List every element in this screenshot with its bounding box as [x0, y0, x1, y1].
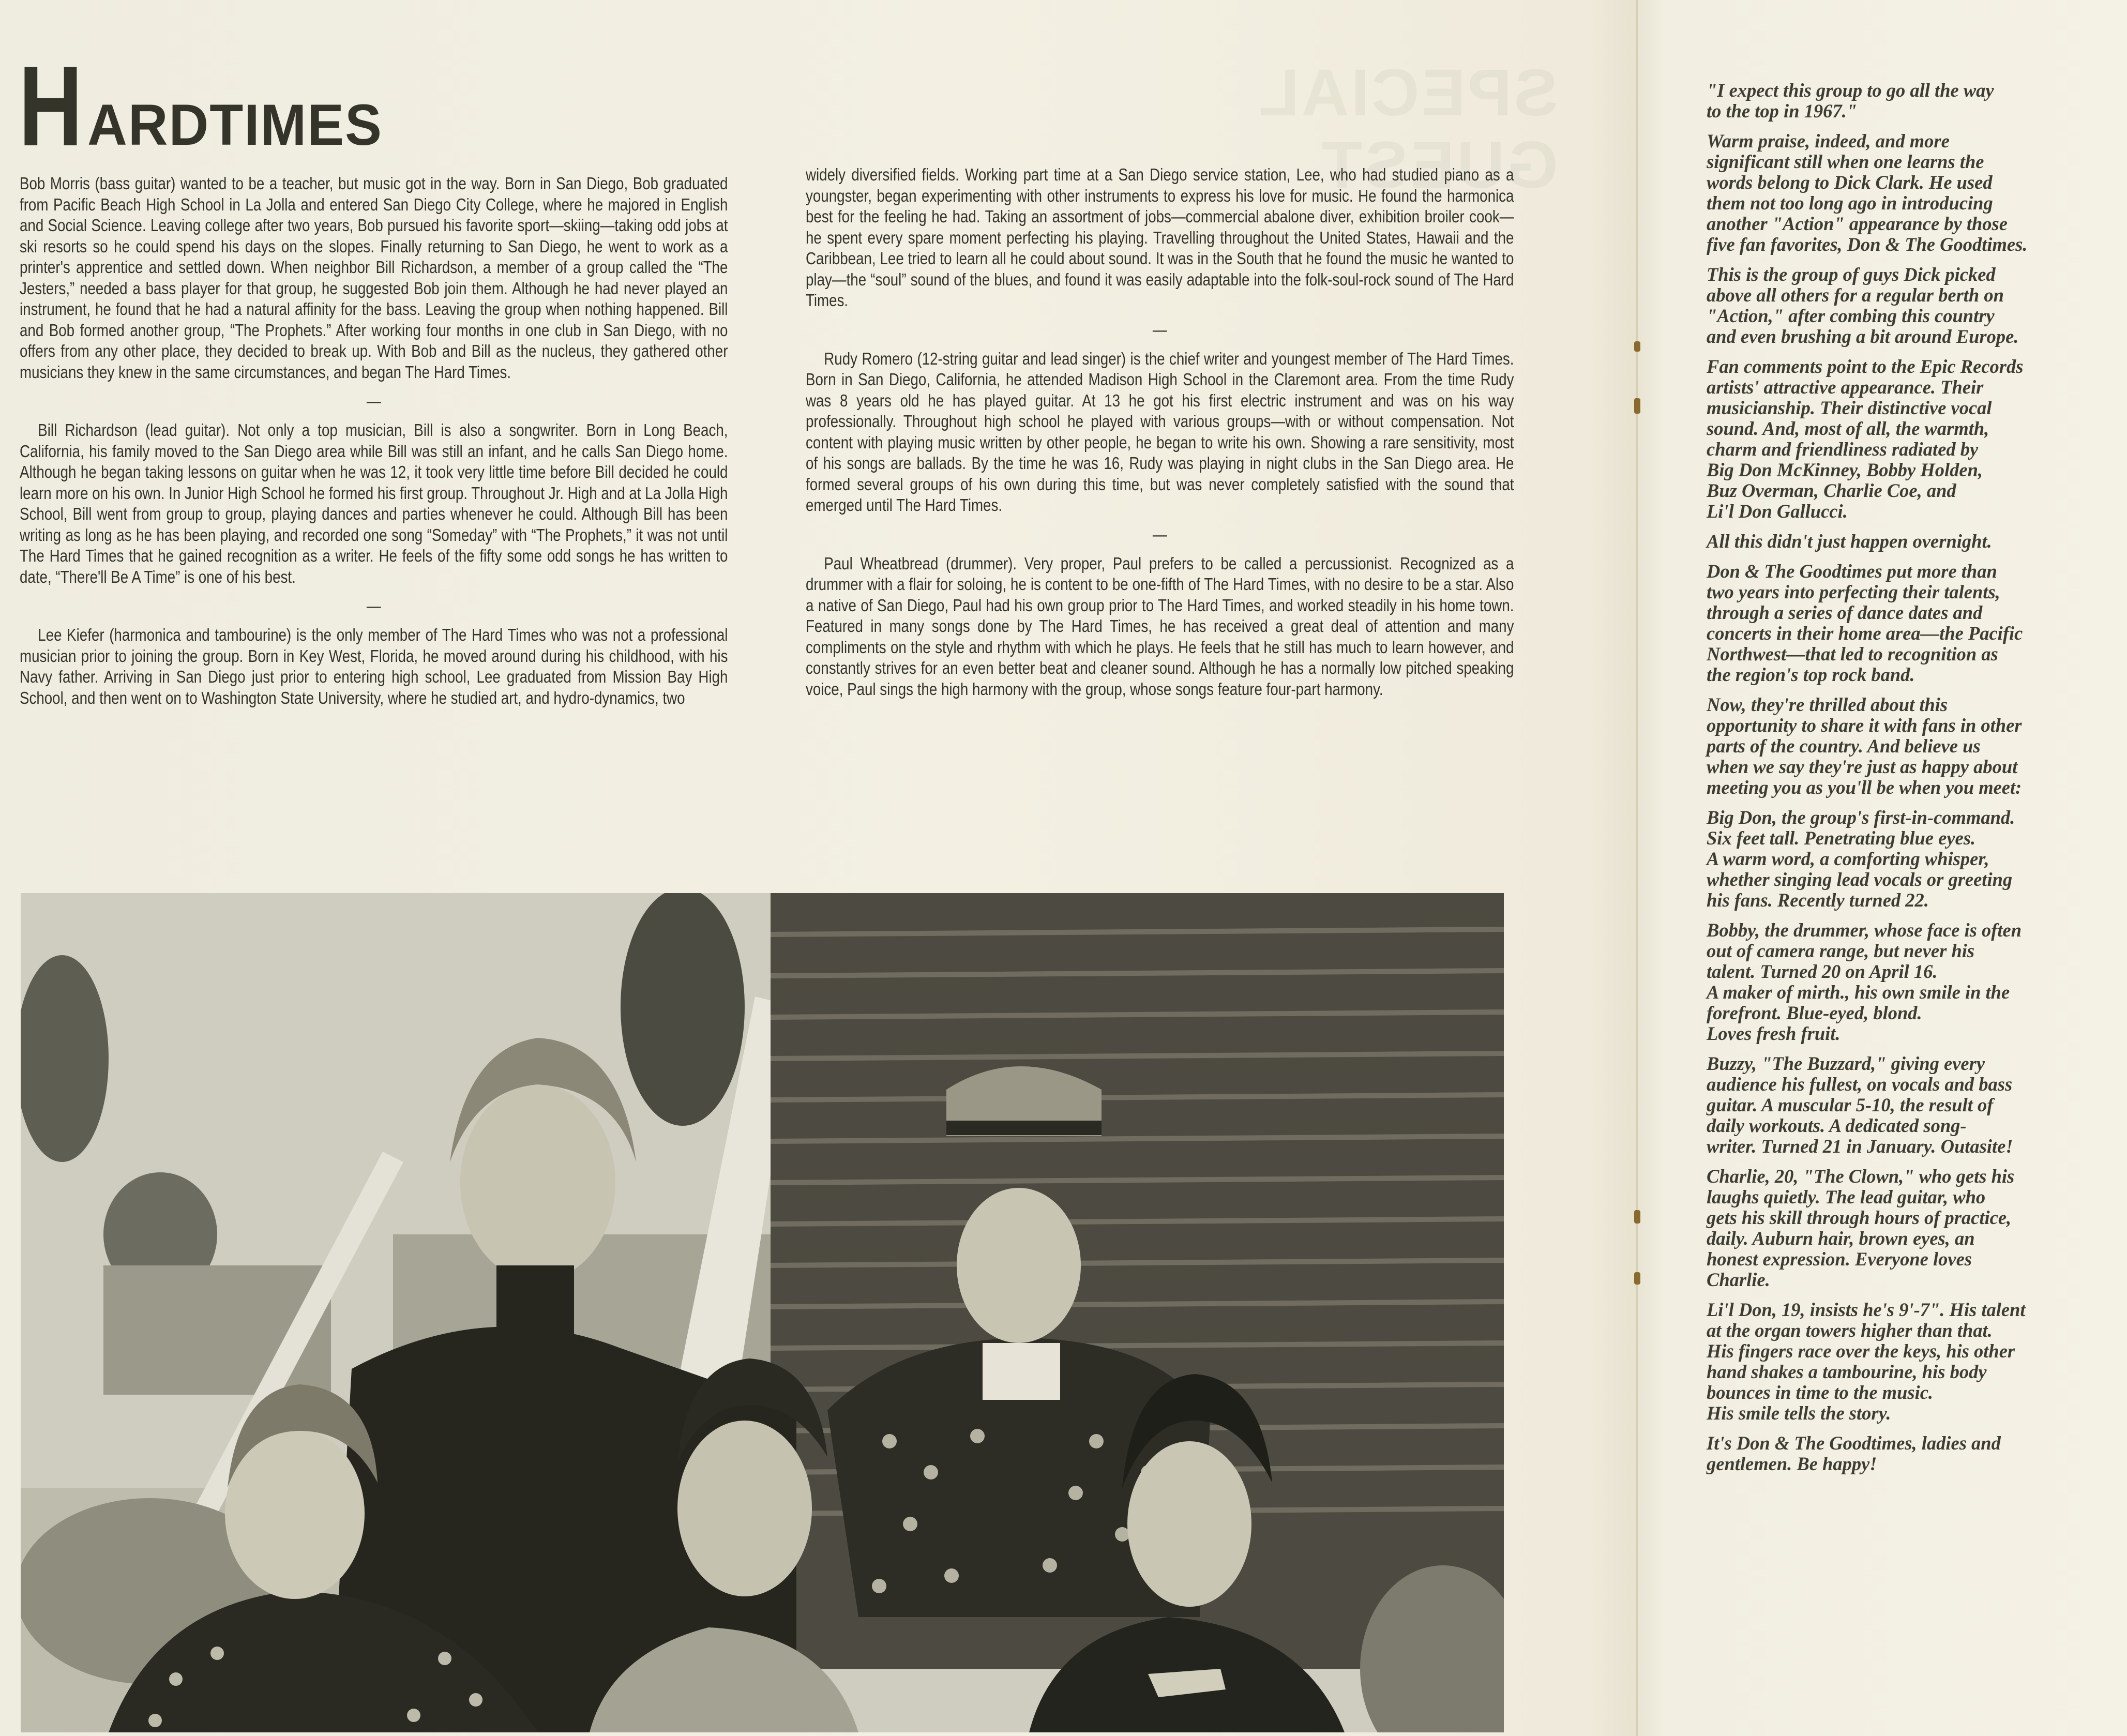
- goodtimes-paragraph: [1707, 531, 2110, 552]
- goodtimes-line: through a series of dance dates and: [1707, 602, 1983, 623]
- bio-paragraph-bill-richardson: Bill Richardson (lead guitar). Not only a top musician, Bill is also a songwriter. Born in Long Beach, California, his family moved to the San Diego area while Bill was still an infant, and he calls San Diego home. Although he began taking lessons on guitar when he was 12, it took very little time before Bill decided he could learn more on his own. In Junior High School he formed his first group. Throughout Jr. High and at La Jolla High School, Bill went from group to group, playing dances and parties whenever he could. Although Bill has been writing as long as he has been playing, and recorded one song “Someday” with “The Prophets,” it was not until The Hard Times that he gained recognition as a writer. He feels of the fifty some odd songs he has written to date, “There'll Be A Time” is one of his best.: [20, 420, 728, 586]
- goodtimes-paragraph: [1707, 920, 2110, 1044]
- staple-icon: [1634, 1272, 1640, 1285]
- goodtimes-line: whether singing lead vocals or greeting: [1707, 869, 2013, 890]
- bio-paragraph-lee-kiefer: Lee Kiefer (harmonica and tambourine) is the only member of The Hard Times who was not a professional musician prior to joining the group. Born in Key West, Florida, he moved around during his childhood, with his Navy father. Arriving in San Diego just prior to entering high school, Lee graduated from Mission Bay High School, and then went on to Washington State University, where he studied art, and hydro-dynamics, two: [20, 625, 728, 707]
- center-fold: [1636, 0, 1638, 1736]
- goodtimes-line: significant still when one learns the: [1707, 151, 1984, 172]
- goodtimes-line: daily. Auburn hair, brown eyes, an: [1707, 1228, 1975, 1249]
- bio-paragraph-paul-wheatbread: Paul Wheatbread (drummer). Very proper, Paul prefers to be called a percussionist. Recognized as a drummer with a flair for soloing, he is content to be one-fifth of The Hard Times, with no desire to be a star. Also a native of San Diego, Paul had his own group prior to The Hard Times, and worked steadily in his home town. Featured in many songs done by The Hard Times, he has received a great deal of attention and many compliments on the style and rhythm with which he plays. He feels that he still has much to learn however, and constantly strives for an even better beat and cleaner sound. Although he has a normally low pitched speaking voice, Paul sings the high harmony with the group, whose songs feature four-part harmony.: [806, 553, 1514, 699]
- staple-icon: [1634, 398, 1640, 414]
- goodtimes-paragraph: [1707, 131, 2110, 255]
- goodtimes-paragraph: [1707, 1053, 2110, 1157]
- goodtimes-line: honest expression. Everyone loves: [1707, 1248, 1972, 1270]
- goodtimes-paragraph: [1707, 1433, 2110, 1474]
- photo-tree: [621, 893, 745, 1126]
- band-photo-illustration: [21, 893, 1504, 1732]
- goodtimes-paragraph: [1707, 356, 2110, 522]
- bio-paragraph-rudy-romero: Rudy Romero (12-string guitar and lead singer) is the chief writer and youngest member of The Hard Times. Born in San Diego, California, he attended Madison High School in the Claremont area. From the time Rudy was 8 years old he has played guitar. At 13 he got his first electric instrument and was on his way professionally. Throughout high school he played with various groups—with or without compensation. Not content with playing music written by other people, he began to write his own. Showing a rare sensitivity, most of his songs are ballads. By the time he was 16, Rudy was playing in night clubs in the San Diego area. He formed several groups of his own during this time, but was never completely satisfied with the sound that emerged until The Hard Times.: [806, 349, 1514, 515]
- goodtimes-line: five fan favorites, Don & The Goodtimes.: [1707, 234, 2028, 255]
- title-initial: H: [19, 42, 81, 170]
- goodtimes-line: forefront. Blue-eyed, blond.: [1707, 1002, 1922, 1023]
- section-separator: —: [366, 391, 381, 411]
- bio-paragraph-bob-morris: Bob Morris (bass guitar) wanted to be a teacher, but music got in the way. Born in San Diego, Bob graduated from Pacific Beach High School in La Jolla and entered San Diego City College, where he majored in English and Social Science. Leaving college after two years, Bob pursued his favorite sport—skiing—taking odd jobs at ski resorts so he could spend his days on the slopes. Finally returning to San Diego, he went to work as a printer's apprentice and settled down. When neighbor Bill Richardson, a member of a group called the “The Jesters,” needed a bass player for that group, he suggested Bob join them. Although he had never played an instrument, he found that he had a natural affinity for the bass. Leaving the group when nothing happened. Bill and Bob formed another group, “The Prophets.” After working four months in one club in San Diego, with no offers from any other place, they decided to break up. With Bob and Bill as the nucleus, they gathered other musicians they knew in the same circumstances, and began The Hard Times.: [20, 174, 728, 382]
- section-separator: —: [1152, 524, 1167, 544]
- goodtimes-line: meeting you as you'll be when you meet:: [1707, 777, 2022, 798]
- article-column-left: [20, 173, 728, 708]
- goodtimes-paragraph: [1707, 561, 2110, 685]
- goodtimes-line: laughs quietly. The lead guitar, who: [1707, 1186, 1986, 1207]
- bleed-through-line: SPECIAL: [1257, 56, 1558, 130]
- goodtimes-line: Loves fresh fruit.: [1707, 1023, 1841, 1044]
- article-column-right: [806, 164, 1514, 700]
- goodtimes-line: gets his skill through hours of practice,: [1707, 1207, 2012, 1228]
- goodtimes-paragraph: [1707, 1166, 2110, 1290]
- goodtimes-line: them not too long ago in introducing: [1707, 192, 1993, 214]
- goodtimes-line: It's Don & The Goodtimes, ladies and: [1707, 1432, 2001, 1454]
- goodtimes-line: Li'l Don Gallucci.: [1707, 501, 1848, 522]
- goodtimes-line: artists' attractive appearance. Their: [1707, 376, 1984, 398]
- goodtimes-line: his fans. Recently turned 22.: [1707, 889, 1929, 911]
- goodtimes-line: concerts in their home area—the Pacific: [1707, 623, 2023, 644]
- goodtimes-line: Northwest—that led to recognition as: [1707, 643, 1998, 665]
- goodtimes-line: Buz Overman, Charlie Coe, and: [1707, 480, 1956, 501]
- goodtimes-line: His fingers race over the keys, his other: [1707, 1340, 2015, 1362]
- goodtimes-line: when we say they're just as happy about: [1707, 756, 2018, 777]
- goodtimes-line: charm and friendliness radiated by: [1707, 439, 1979, 460]
- goodtimes-line: hand shakes a tambourine, his body: [1707, 1361, 1987, 1382]
- goodtimes-line: Charlie.: [1707, 1269, 1770, 1290]
- goodtimes-line: Now, they're thrilled about this: [1707, 694, 1948, 715]
- goodtimes-line: Fan comments point to the Epic Records: [1707, 356, 2024, 377]
- goodtimes-line: talent. Turned 20 on April 16.: [1707, 961, 1938, 982]
- bleed-through-line: GUEST: [1319, 128, 1558, 202]
- goodtimes-line: another "Action" appearance by those: [1707, 213, 2008, 234]
- goodtimes-line: "I expect this group to go all the way: [1707, 80, 1994, 101]
- goodtimes-line: Charlie, 20, "The Clown," who gets his: [1707, 1166, 2015, 1187]
- goodtimes-paragraph: [1707, 695, 2110, 798]
- goodtimes-line: musicianship. Their distinctive vocal: [1707, 397, 1992, 418]
- goodtimes-line: bounces in time to the music.: [1707, 1382, 1934, 1403]
- title-rest: ARDTIMES: [87, 93, 383, 157]
- goodtimes-line: out of camera range, but never his: [1707, 940, 1975, 961]
- goodtimes-line: All this didn't just happen overnight.: [1707, 531, 1992, 552]
- staple-icon: [1634, 1210, 1640, 1224]
- section-separator: —: [1152, 320, 1167, 339]
- goodtimes-line: sound. And, most of all, the warmth,: [1707, 418, 1989, 439]
- band-photo: [21, 893, 1504, 1732]
- goodtimes-line: Six feet tall. Penetrating blue eyes.: [1707, 827, 1976, 849]
- section-separator: —: [366, 596, 381, 615]
- goodtimes-line: Big Don McKinney, Bobby Holden,: [1707, 459, 1983, 480]
- goodtimes-line: Bobby, the drummer, whose face is often: [1707, 919, 2022, 941]
- goodtimes-line: audience his fullest, on vocals and bass: [1707, 1074, 2013, 1095]
- goodtimes-paragraph: [1707, 264, 2110, 347]
- goodtimes-line: words belong to Dick Clark. He used: [1707, 172, 1993, 193]
- goodtimes-line: Warm praise, indeed, and more: [1707, 130, 1950, 152]
- goodtimes-column: [1707, 80, 2110, 1484]
- goodtimes-line: Buzzy, "The Buzzard," giving every: [1707, 1053, 1985, 1074]
- goodtimes-line: Don & The Goodtimes put more than: [1707, 561, 1997, 582]
- bio-paragraph-lee-kiefer-cont: widely diversified fields. Working part time at a San Diego service station, Lee, who had studied piano as a youngster, began experimenting with other instruments to express his love for music. He found the harmonica best for the feeling he had. Taking an assortment of jobs—commercial abalone diver, exhibition broiler cook—he spent every spare moment perfecting his playing. Travelling throughout the United States, Hawaii and the Caribbean, Lee tried to learn all he could about sound. It was in the South that he found the music he wanted to play—the “soul” sound of the blues, and found it was easily adaptable into the folk-soul-rock sound of The Hard Times.: [806, 165, 1514, 310]
- goodtimes-line: writer. Turned 21 in January. Outasite!: [1707, 1136, 2013, 1157]
- staple-icon: [1634, 341, 1640, 352]
- goodtimes-line: parts of the country. And believe us: [1707, 735, 1981, 757]
- goodtimes-line: at the organ towers higher than that.: [1707, 1320, 1993, 1341]
- goodtimes-line: Big Don, the group's first-in-command.: [1707, 807, 2015, 828]
- goodtimes-line: His smile tells the story.: [1707, 1402, 1891, 1424]
- goodtimes-paragraph: [1707, 1300, 2110, 1424]
- goodtimes-line: daily workouts. A dedicated song-: [1707, 1115, 1967, 1136]
- goodtimes-line: "Action," after combing this country: [1707, 305, 1995, 326]
- goodtimes-paragraph: [1707, 807, 2110, 911]
- page-title: [19, 42, 398, 170]
- goodtimes-line: A warm word, a comforting whisper,: [1707, 848, 1989, 869]
- goodtimes-line: to the top in 1967.": [1707, 100, 1858, 122]
- goodtimes-line: the region's top rock band.: [1707, 664, 1915, 685]
- goodtimes-paragraph: [1707, 80, 2110, 122]
- goodtimes-line: A maker of mirth., his own smile in the: [1707, 982, 2010, 1003]
- goodtimes-line: This is the group of guys Dick picked: [1707, 264, 1996, 285]
- goodtimes-line: and even brushing a bit around Europe.: [1707, 326, 2019, 347]
- goodtimes-line: two years into perfecting their talents,: [1707, 581, 2000, 602]
- goodtimes-line: above all others for a regular berth on: [1707, 284, 2004, 306]
- goodtimes-line: gentlemen. Be happy!: [1707, 1453, 1877, 1474]
- goodtimes-line: Li'l Don, 19, insists he's 9'-7". His talent: [1707, 1299, 2026, 1320]
- goodtimes-line: opportunity to share it with fans in other: [1707, 715, 2022, 736]
- goodtimes-line: guitar. A muscular 5-10, the result of: [1707, 1094, 1994, 1115]
